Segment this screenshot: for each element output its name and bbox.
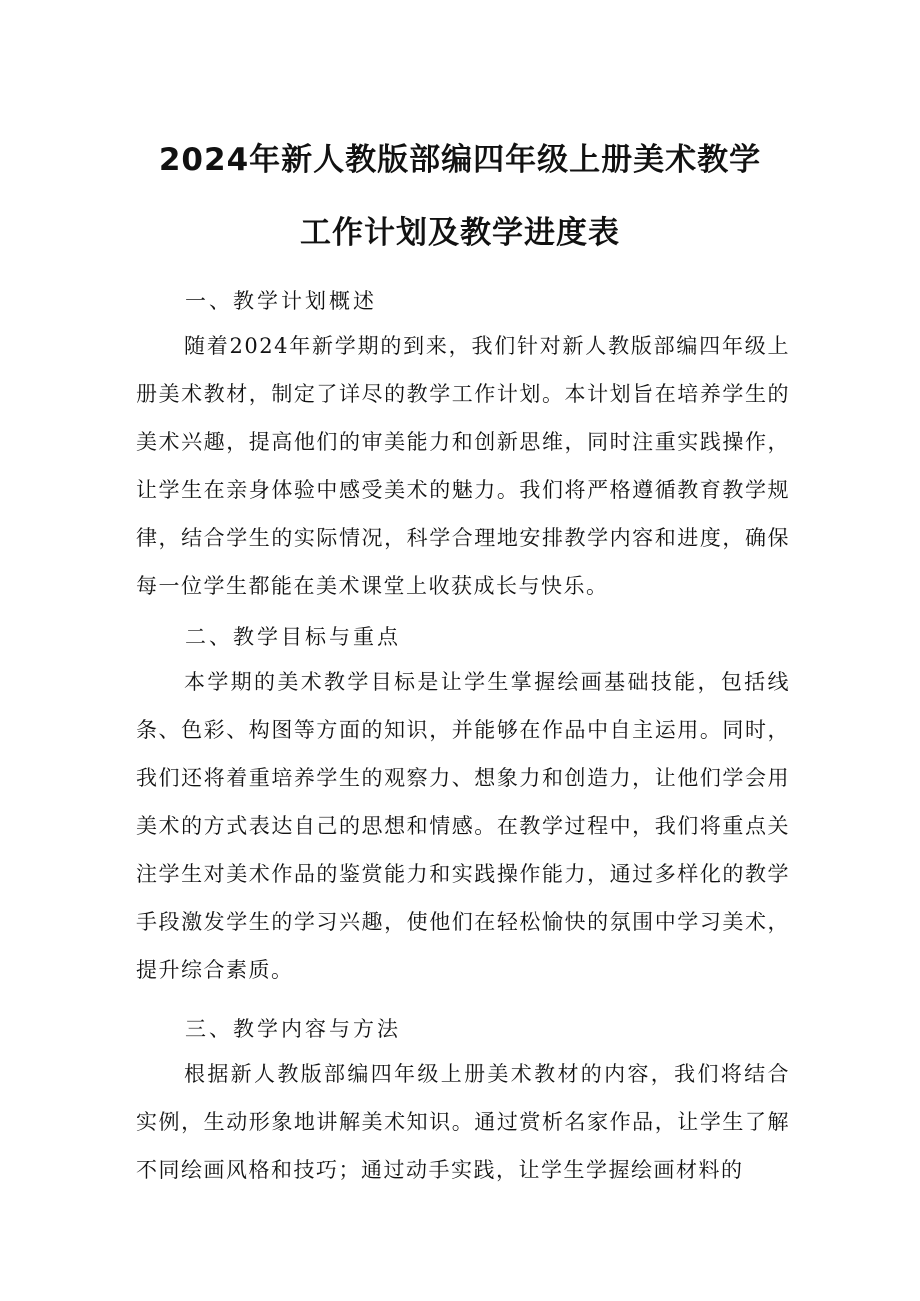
- section-paragraph-content-methods: 根据新人教版部编四年级上册美术教材的内容，我们将结合实例，生动形象地讲解美术知识。通过赏析名家作品，让学生了解不同绘画风格和技巧；通过动手实践，让学生学握绘画材料的: [136, 1062, 790, 1182]
- section-paragraph-overview: 随着2024年新学期的到来，我们针对新人教版部编四年级上册美术教材，制定了详尽的教学工作计划。本计划旨在培养学生的美术兴趣，提高他们的审美能力和创新思维，同时注重实践操作，让学生在亲身体验中感受美术的魅力。我们将严格遵循教育教学规律，结合学生的实际情况，科学合理地安排教学内容和进度，确保每一位学生都能在美术课堂上收获成长与快乐。: [136, 334, 790, 598]
- document-title-line-2: 工作计划及教学进度表: [300, 215, 620, 251]
- section-paragraph-goals: 本学期的美术教学目标是让学生掌握绘画基础技能，包括线条、色彩、构图等方面的知识，并能够在作品中自主运用。同时，我们还将着重培养学生的观察力、想象力和创造力，让他们学会用美术的方式表达自己的思想和情感。在教学过程中，我们将重点关注学生对美术作品的鉴赏能力和实践操作能力，通过多样化的教学手段激发学生的学习兴趣，使他们在轻松愉快的氛围中学习美术，提升综合素质。: [136, 670, 790, 982]
- section-heading-content-methods: 三、教学内容与方法: [185, 1017, 401, 1041]
- section-heading-overview: 一、教学计划概述: [185, 289, 377, 313]
- document-title-line-1: 2024年新人教版部编四年级上册美术教学: [158, 142, 762, 178]
- section-heading-goals: 二、教学目标与重点: [185, 625, 401, 649]
